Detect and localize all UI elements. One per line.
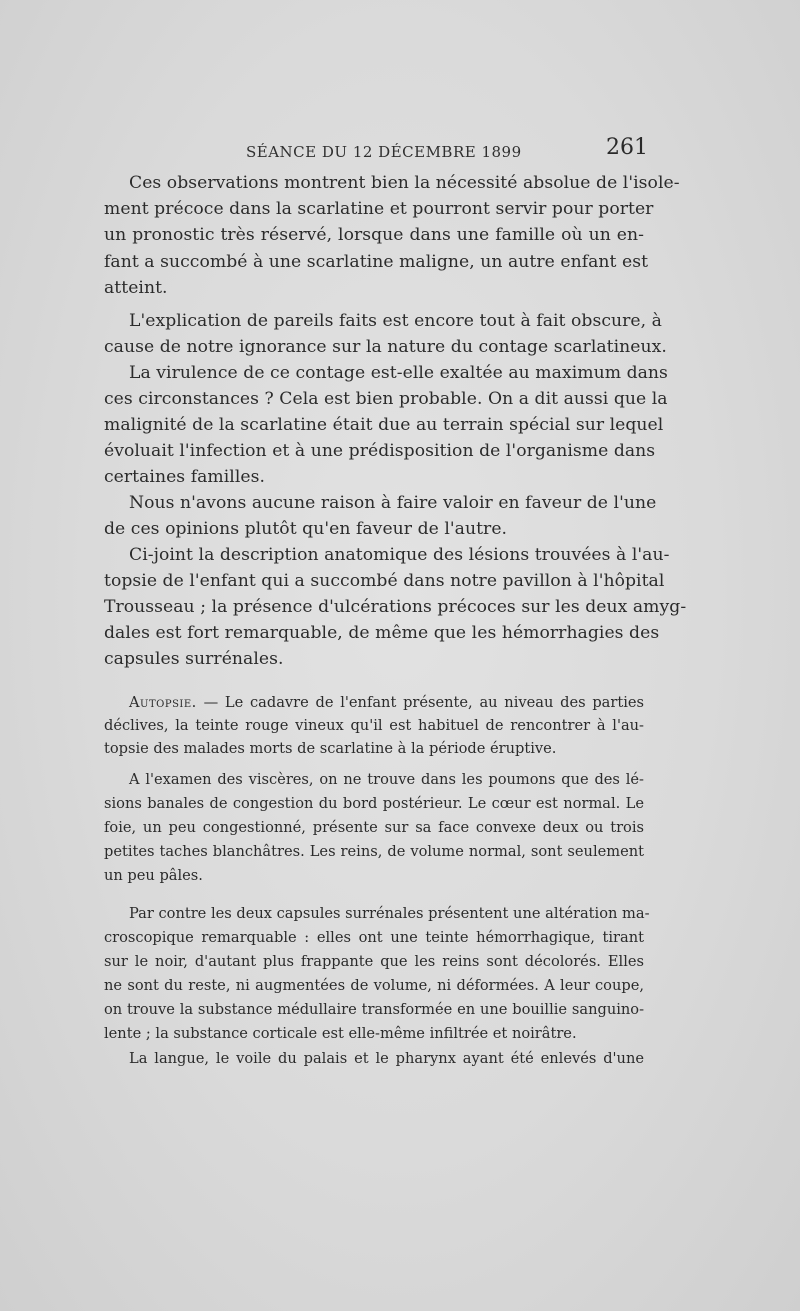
text-line: fant a succombé à une scarlatine maligne, un autre enfant est bbox=[104, 252, 649, 272]
text-line: croscopique remarquable : elles ont une teinte hémorrhagique, tirant bbox=[104, 929, 644, 946]
text-line: Par contre les deux capsules surrénales présentent une altération ma- bbox=[129, 905, 650, 922]
text-line: Ci-joint la description anatomique des lésions trouvées à l'au- bbox=[129, 545, 670, 565]
text-line: ne sont du reste, ni augmentées de volume, ni déformées. A leur coupe, bbox=[104, 977, 644, 994]
text-line: capsules surrénales. bbox=[104, 649, 284, 669]
autopsy-label: Autopsie. bbox=[129, 694, 197, 711]
text-line: on trouve la substance médullaire transformée en une bouillie sanguino- bbox=[104, 1001, 644, 1018]
text-line bbox=[129, 691, 644, 714]
text-line: certaines familles. bbox=[104, 467, 265, 487]
text-line: ment précoce dans la scarlatine et pourront servir pour porter bbox=[104, 199, 654, 219]
text-line: sur le noir, d'autant plus frappante que les reins sont décolorés. Elles bbox=[104, 953, 644, 970]
running-title: SÉANCE DU 12 DÉCEMBRE 1899 bbox=[246, 143, 522, 161]
text-line: topsie de l'enfant qui a succombé dans notre pavillon à l'hôpital bbox=[104, 571, 665, 591]
text-line: La virulence de ce contage est-elle exaltée au maximum dans bbox=[129, 363, 668, 383]
text-line: ces circonstances ? Cela est bien probable. On a dit aussi que la bbox=[104, 389, 668, 409]
text-line: cause de notre ignorance sur la nature du contage scarlatineux. bbox=[104, 337, 667, 357]
text-line: foie, un peu congestionné, présente sur sa face convexe deux ou trois bbox=[104, 819, 644, 836]
text-line: topsie des malades morts de scarlatine à la période éruptive. bbox=[104, 740, 557, 757]
page-number: 261 bbox=[606, 135, 648, 160]
text-line: Trousseau ; la présence d'ulcérations précoces sur les deux amyg- bbox=[104, 597, 687, 617]
text-line: Nous n'avons aucune raison à faire valoir en faveur de l'une bbox=[129, 493, 657, 513]
text-line: évoluait l'infection et à une prédisposition de l'organisme dans bbox=[104, 441, 656, 461]
text-line: déclives, la teinte rouge vineux qu'il est habituel de rencontrer à l'au- bbox=[104, 717, 644, 734]
text-line: Ces observations montrent bien la nécessité absolue de l'isole- bbox=[129, 173, 680, 193]
text-line: de ces opinions plutôt qu'en faveur de l'autre. bbox=[104, 519, 508, 539]
text-line: un pronostic très réservé, lorsque dans une famille où un en- bbox=[104, 225, 644, 245]
text-line: sions banales de congestion du bord postérieur. Le cœur est normal. Le bbox=[104, 795, 644, 812]
text-line: petites taches blanchâtres. Les reins, de volume normal, sont seulement bbox=[104, 843, 644, 860]
running-head bbox=[246, 143, 522, 161]
text-line: dales est fort remarquable, de même que les hémorrhagies des bbox=[104, 623, 660, 643]
text-line: un peu pâles. bbox=[104, 867, 203, 884]
text-line: La langue, le voile du palais et le pharynx ayant été enlevés d'une bbox=[129, 1050, 644, 1067]
text-line: malignité de la scarlatine était due au terrain spécial sur lequel bbox=[104, 415, 664, 435]
text-span: — Le cadavre de l'enfant présente, au niveau des parties bbox=[196, 694, 644, 711]
text-line: A l'examen des viscères, on ne trouve dans les poumons que des lé- bbox=[129, 771, 644, 788]
text-line: lente ; la substance corticale est elle-même infiltrée et noirâtre. bbox=[104, 1025, 577, 1042]
text-line: atteint. bbox=[104, 278, 168, 298]
text-line: L'explication de pareils faits est encore tout à fait obscure, à bbox=[129, 311, 662, 331]
